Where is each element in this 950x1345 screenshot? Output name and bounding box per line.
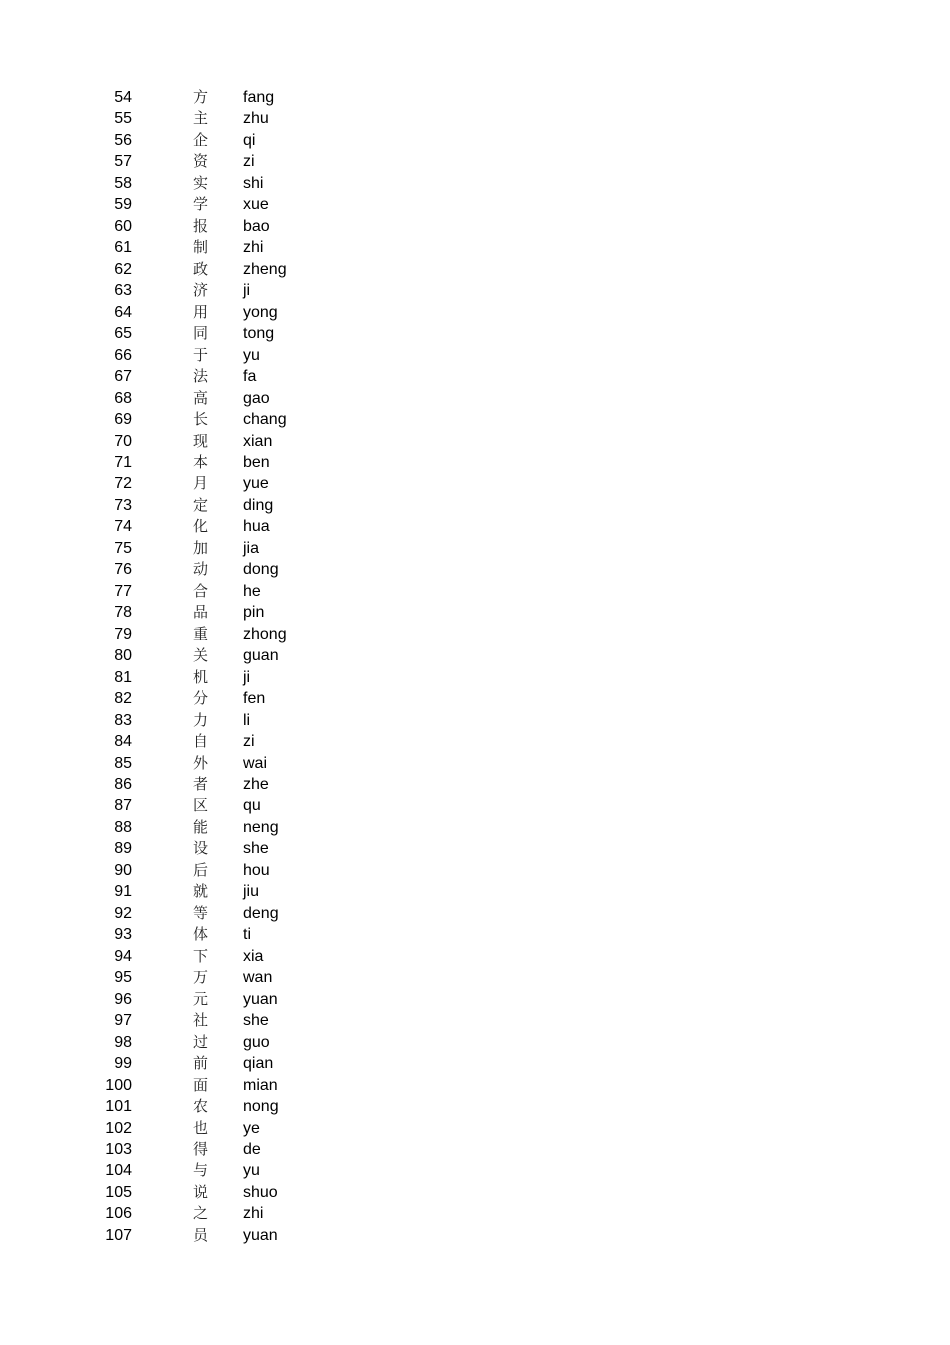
chinese-character: 前 bbox=[193, 1054, 209, 1073]
table-row bbox=[0, 860, 950, 881]
table-row bbox=[0, 688, 950, 709]
chinese-character: 用 bbox=[193, 302, 209, 321]
row-number: 96 bbox=[114, 990, 132, 1008]
pinyin: xia bbox=[243, 947, 264, 965]
pinyin: zheng bbox=[243, 260, 287, 278]
chinese-character: 重 bbox=[193, 624, 209, 643]
pinyin: shuo bbox=[243, 1183, 278, 1201]
table-row bbox=[0, 753, 950, 774]
pinyin: hou bbox=[243, 861, 270, 879]
pinyin: yuan bbox=[243, 990, 278, 1008]
chinese-character: 企 bbox=[193, 130, 209, 149]
row-number: 75 bbox=[114, 539, 132, 557]
chinese-character: 长 bbox=[193, 410, 209, 429]
chinese-character: 力 bbox=[193, 710, 209, 729]
row-number: 100 bbox=[105, 1076, 132, 1094]
table-row bbox=[0, 473, 950, 494]
chinese-character: 现 bbox=[193, 431, 209, 450]
row-number: 80 bbox=[114, 647, 132, 665]
row-number: 102 bbox=[105, 1119, 132, 1137]
table-row bbox=[0, 388, 950, 409]
table-row bbox=[0, 774, 950, 795]
table-row bbox=[0, 1053, 950, 1074]
pinyin: li bbox=[243, 711, 251, 729]
chinese-character: 社 bbox=[193, 1011, 209, 1030]
row-number: 95 bbox=[114, 969, 132, 987]
row-number: 76 bbox=[114, 561, 132, 579]
pinyin: tong bbox=[243, 325, 275, 343]
chinese-character: 分 bbox=[193, 689, 209, 708]
table-row bbox=[0, 924, 950, 945]
table-row bbox=[0, 967, 950, 988]
pinyin: yu bbox=[243, 346, 260, 364]
row-number: 106 bbox=[105, 1205, 132, 1223]
row-number: 83 bbox=[114, 711, 132, 729]
chinese-character: 说 bbox=[193, 1182, 209, 1201]
chinese-character: 也 bbox=[193, 1118, 209, 1137]
table-row bbox=[0, 710, 950, 731]
row-number: 91 bbox=[114, 883, 132, 901]
pinyin: yong bbox=[243, 303, 278, 321]
table-row bbox=[0, 280, 950, 301]
chinese-character: 政 bbox=[193, 259, 209, 278]
table-row bbox=[0, 989, 950, 1010]
pinyin: ye bbox=[243, 1119, 260, 1137]
table-row bbox=[0, 130, 950, 151]
row-number: 63 bbox=[114, 282, 132, 300]
chinese-character: 过 bbox=[193, 1032, 209, 1051]
table-row bbox=[0, 87, 950, 108]
pinyin: guo bbox=[243, 1033, 270, 1051]
pinyin: zhi bbox=[243, 239, 264, 257]
pinyin: qian bbox=[243, 1055, 274, 1073]
chinese-character: 万 bbox=[193, 968, 209, 987]
table-row bbox=[0, 1225, 950, 1246]
chinese-character: 同 bbox=[193, 324, 209, 343]
pinyin: shi bbox=[243, 174, 264, 192]
character-table bbox=[0, 87, 950, 1246]
chinese-character: 面 bbox=[193, 1075, 209, 1094]
pinyin: nong bbox=[243, 1098, 279, 1116]
chinese-character: 自 bbox=[193, 732, 209, 751]
table-row bbox=[0, 881, 950, 902]
chinese-character: 者 bbox=[193, 775, 209, 793]
table-row bbox=[0, 1075, 950, 1096]
chinese-character: 制 bbox=[193, 238, 209, 257]
chinese-character: 加 bbox=[193, 538, 209, 557]
chinese-character: 与 bbox=[193, 1161, 209, 1180]
pinyin: qu bbox=[243, 797, 261, 815]
pinyin: zi bbox=[243, 153, 255, 171]
row-number: 69 bbox=[114, 411, 132, 429]
pinyin: yue bbox=[243, 475, 269, 493]
pinyin: pin bbox=[243, 604, 265, 622]
table-row bbox=[0, 1032, 950, 1053]
chinese-character: 本 bbox=[193, 452, 209, 471]
table-row bbox=[0, 495, 950, 516]
table-row bbox=[0, 194, 950, 215]
row-number: 74 bbox=[114, 518, 132, 536]
chinese-character: 员 bbox=[193, 1225, 209, 1244]
table-row bbox=[0, 645, 950, 666]
row-number: 98 bbox=[114, 1033, 132, 1051]
pinyin: she bbox=[243, 1012, 269, 1030]
row-number: 104 bbox=[105, 1162, 132, 1180]
table-row bbox=[0, 302, 950, 323]
row-number: 86 bbox=[114, 776, 132, 793]
pinyin: ti bbox=[243, 926, 251, 944]
chinese-character: 报 bbox=[193, 216, 209, 235]
row-number: 87 bbox=[114, 797, 132, 815]
row-number: 64 bbox=[114, 303, 132, 321]
pinyin: zhu bbox=[243, 110, 269, 128]
pinyin: bao bbox=[243, 217, 270, 235]
chinese-character: 高 bbox=[193, 388, 209, 407]
table-row bbox=[0, 538, 950, 559]
pinyin: guan bbox=[243, 647, 279, 665]
pinyin: xue bbox=[243, 196, 269, 214]
row-number: 65 bbox=[114, 325, 132, 343]
row-number: 54 bbox=[114, 89, 132, 106]
chinese-character: 后 bbox=[193, 860, 209, 879]
pinyin: fang bbox=[243, 89, 275, 106]
chinese-character: 合 bbox=[193, 581, 209, 600]
row-number: 62 bbox=[114, 260, 132, 278]
row-number: 88 bbox=[114, 818, 132, 836]
pinyin: de bbox=[243, 1140, 261, 1158]
chinese-character: 能 bbox=[193, 817, 209, 836]
chinese-character: 机 bbox=[193, 667, 209, 686]
pinyin: he bbox=[243, 582, 261, 600]
row-number: 55 bbox=[114, 110, 132, 128]
pinyin: yu bbox=[243, 1162, 260, 1180]
row-number: 73 bbox=[114, 496, 132, 514]
row-number: 105 bbox=[105, 1183, 132, 1201]
chinese-character: 实 bbox=[193, 173, 209, 192]
table-row bbox=[0, 259, 950, 280]
row-number: 60 bbox=[114, 217, 132, 235]
pinyin: fa bbox=[243, 368, 257, 386]
chinese-character: 方 bbox=[193, 88, 209, 106]
chinese-character: 动 bbox=[193, 560, 209, 579]
table-row bbox=[0, 1203, 950, 1224]
chinese-character: 外 bbox=[193, 753, 209, 772]
row-number: 66 bbox=[114, 346, 132, 364]
chinese-character: 于 bbox=[193, 345, 209, 364]
table-row bbox=[0, 946, 950, 967]
table-row bbox=[0, 838, 950, 859]
table-row bbox=[0, 237, 950, 258]
table-row bbox=[0, 559, 950, 580]
pinyin: mian bbox=[243, 1076, 278, 1094]
table-row bbox=[0, 173, 950, 194]
table-row bbox=[0, 624, 950, 645]
row-number: 103 bbox=[105, 1140, 132, 1158]
row-number: 77 bbox=[114, 582, 132, 600]
row-number: 58 bbox=[114, 174, 132, 192]
pinyin: hua bbox=[243, 518, 270, 536]
pinyin: she bbox=[243, 840, 269, 858]
chinese-character: 品 bbox=[193, 603, 209, 622]
table-row bbox=[0, 602, 950, 623]
table-row bbox=[0, 108, 950, 129]
table-row bbox=[0, 323, 950, 344]
row-number: 101 bbox=[105, 1098, 132, 1116]
chinese-character: 区 bbox=[193, 796, 209, 815]
table-row bbox=[0, 903, 950, 924]
row-number: 107 bbox=[105, 1226, 132, 1244]
row-number: 81 bbox=[114, 668, 132, 686]
pinyin: neng bbox=[243, 818, 279, 836]
table-row bbox=[0, 817, 950, 838]
pinyin: wai bbox=[243, 754, 268, 772]
row-number: 56 bbox=[114, 131, 132, 149]
pinyin: yuan bbox=[243, 1226, 278, 1244]
row-number: 89 bbox=[114, 840, 132, 858]
table-row bbox=[0, 366, 950, 387]
pinyin: zi bbox=[243, 733, 255, 751]
table-row bbox=[0, 452, 950, 473]
chinese-character: 月 bbox=[193, 474, 209, 493]
pinyin: xian bbox=[243, 432, 273, 450]
table-row bbox=[0, 1096, 950, 1117]
row-number: 84 bbox=[114, 733, 132, 751]
row-number: 93 bbox=[114, 926, 132, 944]
row-number: 71 bbox=[114, 453, 132, 471]
table-row bbox=[0, 1182, 950, 1203]
pinyin: wan bbox=[243, 969, 273, 987]
pinyin: ji bbox=[243, 282, 251, 300]
row-number: 94 bbox=[114, 947, 132, 965]
row-number: 79 bbox=[114, 625, 132, 643]
table-row bbox=[0, 516, 950, 537]
table-row bbox=[0, 1139, 950, 1160]
chinese-character: 之 bbox=[193, 1204, 209, 1223]
chinese-character: 化 bbox=[193, 517, 209, 536]
table-row bbox=[0, 795, 950, 816]
pinyin: qi bbox=[243, 131, 256, 149]
chinese-character: 法 bbox=[193, 367, 209, 386]
chinese-character: 关 bbox=[193, 646, 209, 665]
chinese-character: 主 bbox=[193, 109, 209, 128]
table-row bbox=[0, 667, 950, 688]
chinese-character: 元 bbox=[193, 989, 209, 1008]
table-row bbox=[0, 1118, 950, 1139]
row-number: 99 bbox=[114, 1055, 132, 1073]
row-number: 57 bbox=[114, 153, 132, 171]
chinese-character: 得 bbox=[193, 1139, 209, 1158]
pinyin: ding bbox=[243, 496, 274, 514]
chinese-character: 资 bbox=[193, 152, 209, 171]
chinese-character: 就 bbox=[193, 882, 209, 901]
pinyin: gao bbox=[243, 389, 270, 407]
chinese-character: 下 bbox=[193, 946, 209, 965]
pinyin: ji bbox=[243, 668, 251, 686]
row-number: 92 bbox=[114, 904, 132, 922]
table-row bbox=[0, 1010, 950, 1031]
row-number: 67 bbox=[114, 368, 132, 386]
pinyin: jiu bbox=[243, 883, 260, 901]
pinyin: fen bbox=[243, 690, 266, 708]
row-number: 85 bbox=[114, 754, 132, 772]
pinyin: deng bbox=[243, 904, 279, 922]
chinese-character: 济 bbox=[193, 281, 209, 300]
table-row bbox=[0, 731, 950, 752]
table-row bbox=[0, 409, 950, 430]
pinyin: zhe bbox=[243, 776, 269, 793]
pinyin: zhi bbox=[243, 1205, 264, 1223]
row-number: 68 bbox=[114, 389, 132, 407]
table-row bbox=[0, 345, 950, 366]
pinyin: zhong bbox=[243, 625, 287, 643]
row-number: 90 bbox=[114, 861, 132, 879]
pinyin: dong bbox=[243, 561, 279, 579]
row-number: 78 bbox=[114, 604, 132, 622]
table-row bbox=[0, 581, 950, 602]
chinese-character: 定 bbox=[193, 495, 209, 514]
pinyin: ben bbox=[243, 453, 270, 471]
row-number: 97 bbox=[114, 1012, 132, 1030]
pinyin: chang bbox=[243, 411, 287, 429]
chinese-character: 学 bbox=[193, 195, 209, 214]
row-number: 82 bbox=[114, 690, 132, 708]
chinese-character: 体 bbox=[193, 925, 209, 944]
chinese-character: 设 bbox=[193, 839, 209, 858]
table-row bbox=[0, 151, 950, 172]
row-number: 72 bbox=[114, 475, 132, 493]
table-row bbox=[0, 216, 950, 237]
chinese-character: 等 bbox=[193, 903, 209, 922]
table-row bbox=[0, 1160, 950, 1181]
chinese-character: 农 bbox=[193, 1097, 209, 1116]
pinyin: jia bbox=[243, 539, 260, 557]
row-number: 70 bbox=[114, 432, 132, 450]
row-number: 59 bbox=[114, 196, 132, 214]
table-row bbox=[0, 431, 950, 452]
row-number: 61 bbox=[114, 239, 132, 257]
